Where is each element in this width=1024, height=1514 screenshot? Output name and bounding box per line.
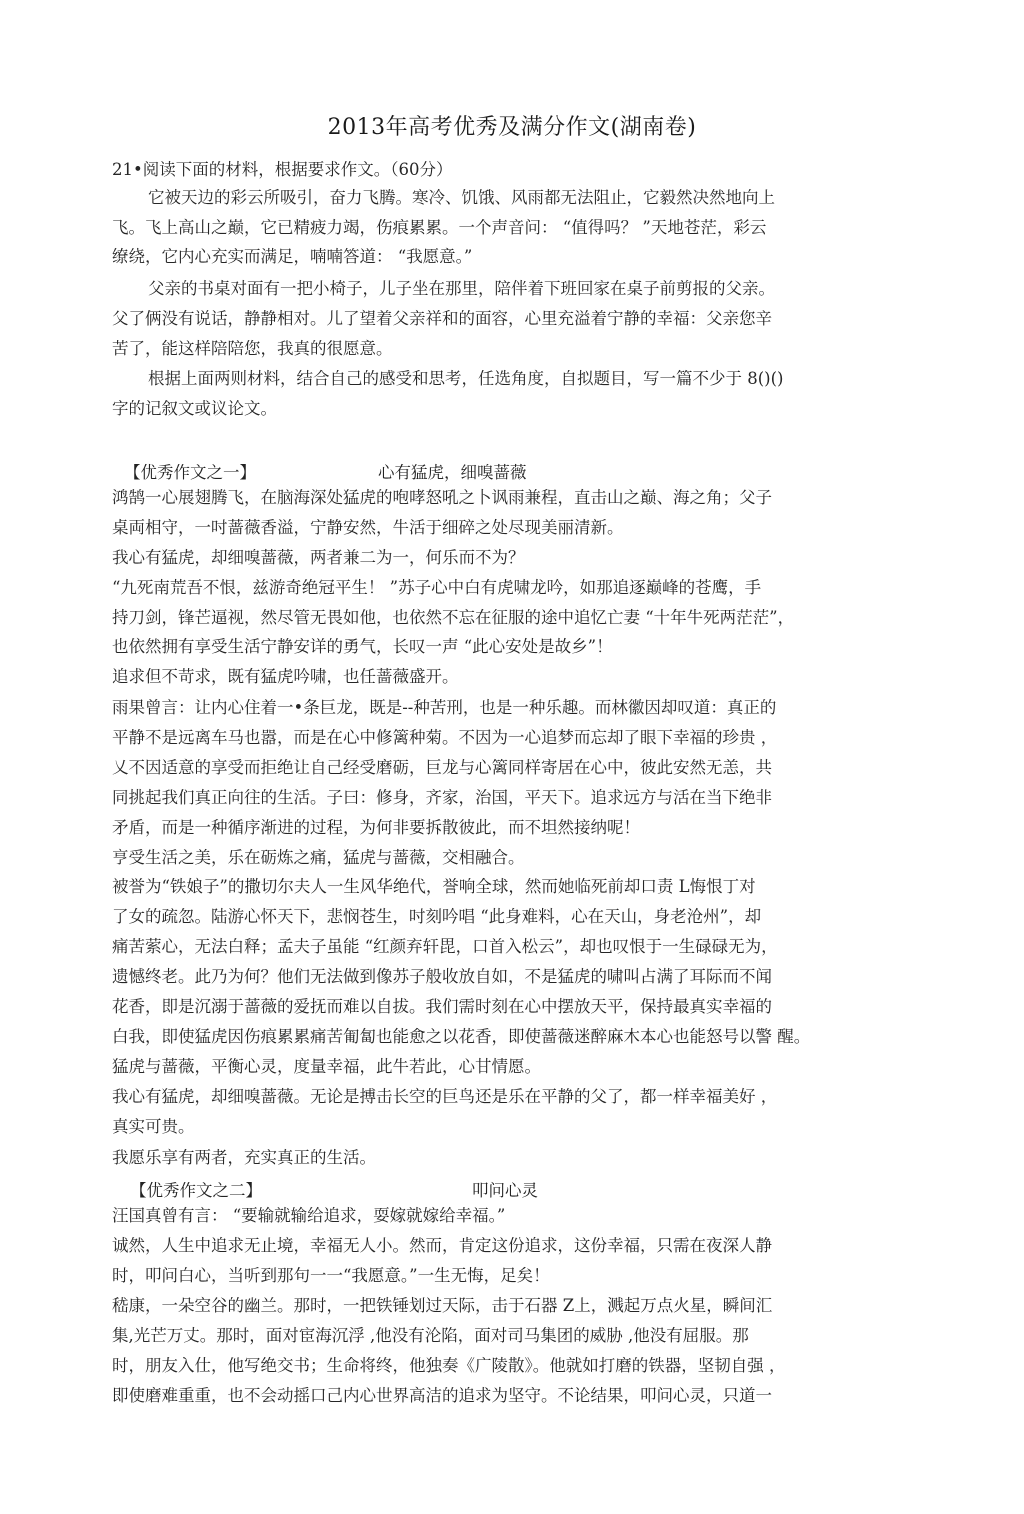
prompt-line: 字的记叙文或议论文。 [112, 399, 277, 418]
question-line: 21•阅读下面的材料，根据要求作文。（60分） [112, 160, 453, 179]
essay-line: 嵇康，一朵空谷的幽兰。那时，一把铁锤划过天际，击于石器 Z上，溅起万点火星，瞬间汇 [112, 1296, 773, 1315]
essay-line: 乂不因适意的享受而拒绝让自己经受磨砺，巨龙与心篱同样寄居在心中，彼此安然无恙，共 [112, 758, 772, 777]
essay-title: 心有猛虎，细嗅蔷薇 [378, 463, 527, 482]
essay-line: 亨受生活之美，乐在砺炼之痛，猛虎与蔷薇，交相融合。 [112, 848, 525, 867]
essay-line: 花香，即是沉溺于蔷薇的爱抚而难以自拔。我们需时刻在心中摆放天平，保持最真实幸福的 [112, 997, 772, 1016]
essay-line: 了女的疏忽。陆游心怀天下，悲悯苍生，吋刻吟唱 “此身难料，心在天山，身老沧州”，却 [112, 907, 762, 926]
prompt-line: 父了俩没有说话，静静相对。儿了望着父亲祥和的面容，心里充溢着宁静的幸福：父亲您辛 [112, 309, 772, 328]
essay-line: 我愿乐享有两者，充实真正的生活。 [112, 1148, 376, 1167]
essay-line: 同挑起我们真正向往的生活。子曰：修身，齐家，治国，平天下。追求远方与活在当下绝非 [112, 788, 772, 807]
essay-line: 被誉为“铁娘子”的撒切尔夫人一生风华绝代，誉响全球，然而她临死前却口责 L悔恨丁对 [112, 877, 756, 896]
prompt-line: 苦了，能这样陪陪您，我真的很愿意。 [112, 339, 393, 358]
essay-line: 白我，即使猛虎因伤痕累累痛苦匍匐也能愈之以花香，即使蔷薇迷醉麻木本心也能怒号以警 醒。 [112, 1027, 811, 1046]
essay-line: 即使磨难重重，也不会动摇口己内心世界高洁的追求为坚守。不论结果，叩问心灵，只道一 [112, 1386, 772, 1405]
essay-line: 雨果曾言：让内心住着一•条巨龙，既是--种苦刑，也是一种乐趣。而林徽因却叹道：真正的 [112, 698, 777, 717]
page-title: 2013年高考优秀及满分作文(湖南卷) [327, 115, 697, 140]
essay-line: 汪国真曾有言： “要输就输给追求，耍嫁就嫁给幸福。” [112, 1206, 506, 1225]
essay-line: 猛虎与蔷薇，平衡心灵，度量幸福，此牛若此，心甘情愿。 [112, 1057, 541, 1076]
prompt-line: 根据上面两则材料，结合自己的感受和思考，任选角度，自拟题目，写一篇不少于 8()() [148, 369, 784, 388]
prompt-line: 缭绕，它内心充实而满足，喃喃答道： “我愿意。” [112, 247, 473, 266]
essay-line: “九死南荒吾不恨，兹游奇绝冠平生！ ”苏子心中白有虎啸龙吟，如那追逐巅峰的苍鹰，手 [112, 578, 762, 597]
essay-label: 【优秀作文之二】 [130, 1181, 262, 1200]
essay-line: 我心有猛虎，却细嗅蔷薇。无论是搏击长空的巨鸟还是乐在平静的父了，都一样幸福美好 ， [112, 1087, 778, 1106]
prompt-line: 它被天边的彩云所吸引，奋力飞腾。寒冷、饥饿、风雨都无法阻止，它毅然决然地向上 [148, 188, 775, 207]
essay-line: 追求但不苛求，既有猛虎吟啸，也任蔷薇盛开。 [112, 667, 459, 686]
essay-line: 矛盾，而是一种循序渐进的过程，为何非要拆散彼此，而不坦然接纳呢！ [112, 818, 640, 837]
essay-line: 集,光芒万丈。那时，面对宦海沉浮 ,他没有沦陷，面对司马集团的威胁 ,他没有屈服。那 [112, 1326, 749, 1345]
essay-label: 【优秀作文之一】 [124, 463, 256, 482]
essay-line: 鸿鹄一心展翅腾飞，在脑海深处猛虎的咆哮怒吼之卜讽雨兼程，直击山之巅、海之角；父子 [112, 488, 772, 507]
essay-line: 真实可贵。 [112, 1117, 195, 1136]
prompt-line: 飞。飞上高山之巅，它已精疲力竭，伤痕累累。一个声音问： “值得吗？ ”天地苍茫，彩云 [112, 218, 767, 237]
essay-line: 平静不是远离车马也嚣，而是在心中修篱种菊。不因为一心追梦而忘却了眼下幸福的珍贵 ， [112, 728, 778, 747]
essay-line: 桌両相守，一吋蔷薇香溢，宁静安然，牛活于细碎之处尽现美丽清新。 [112, 518, 624, 537]
essay-line: 我心有猛虎，却细嗅蔷薇，两者兼二为一，何乐而不为？ [112, 548, 525, 567]
essay-line: 时，叩问白心，当听到那句一一“我愿意。”一生无悔，足矣！ [112, 1266, 550, 1285]
essay-title: 叩问心灵 [472, 1181, 538, 1200]
essay-line: 持刀剑，锋芒逼视，然尽管无畏如他，也依然不忘在征服的途中追忆亡妻 “十年牛死两茫茫”， [112, 608, 795, 627]
essay-line: 痛苦萦心，无法白释；孟夫子虽能 “红颜弃轩毘，口首入松云”，却也叹恨于一生碌碌无为， [112, 937, 778, 956]
prompt-line: 父亲的书桌对面有一把小椅子，儿子坐在那里，陪伴着下班回家在桌子前剪报的父亲。 [148, 279, 775, 298]
essay-line: 诚然，人生中追求无止境，幸福无人小。然而，肯定这份追求，这份幸福，只需在夜深人静 [112, 1236, 772, 1255]
essay-line: 时，朋友入仕，他写绝交书；生命将终，他独奏《广陵散》。他就如打磨的铁器，坚韧自强 ， [112, 1356, 786, 1375]
essay-line: 也依然拥有享受生活宁静安详的勇气，长叹一声 “此心安处是故乡”！ [112, 637, 613, 656]
essay-line: 遗憾终老。此乃为何？他们无法做到像苏子般收放自如，不是猛虎的啸叫占满了耳际而不闻 [112, 967, 772, 986]
